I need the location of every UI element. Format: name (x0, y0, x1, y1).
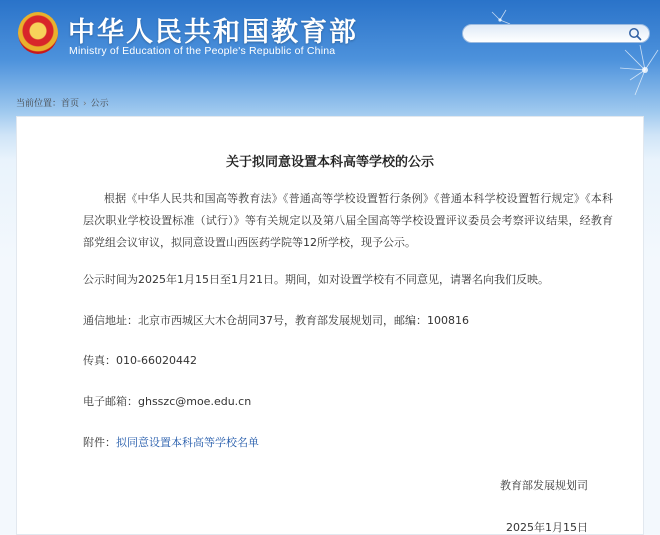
article-paragraph-basis: 根据《中华人民共和国高等教育法》《普通高等学校设置暂行条例》《普通本科学校设置暂行规定》《本科层次职业学校设置标准（试行）》等有关规定以及第八届全国高等学校设置评议委员会考察评议结果，经教育部党组会议审议，拟同意设置山西医药学院等12所学校，现予公示。 (83, 192, 613, 249)
breadcrumb (16, 96, 109, 109)
article-signature: 教育部发展规划司 (500, 479, 588, 492)
breadcrumb-prefix: 当前位置： (16, 99, 62, 109)
article-paragraph-period: 公示时间为2025年1月15日至1月21日。期间，如对设置学校有不同意见，请署名向我们反映。 (83, 273, 549, 286)
site-title[interactable]: 中华人民共和国教育部 (68, 17, 358, 48)
national-emblem-icon[interactable] (18, 12, 58, 54)
attachment-label: 附件： (83, 436, 116, 449)
breadcrumb-current-link[interactable]: 公示 (90, 99, 109, 109)
article-paragraph-address: 通信地址：北京市西城区大木仓胡同37号，教育部发展规划司，邮编：100816 (83, 314, 469, 327)
article-date: 2025年1月15日 (506, 521, 588, 534)
dandelion-decoration-icon (440, 0, 660, 110)
site-subtitle: Ministry of Education of the People's Republic of China (69, 45, 336, 57)
attachment-link[interactable]: 拟同意设置本科高等学校名单 (116, 436, 259, 449)
article-paragraph-fax: 传真：010-66020442 (83, 354, 197, 367)
article-attachment (83, 432, 613, 454)
article-paragraph-email: 电子邮箱：ghsszc@moe.edu.cn (83, 395, 252, 408)
site-header (0, 0, 660, 90)
search-box[interactable] (462, 24, 650, 43)
article-title: 关于拟同意设置本科高等学校的公示 (225, 155, 434, 170)
breadcrumb-separator: › (83, 99, 87, 109)
search-icon[interactable] (627, 26, 643, 42)
breadcrumb-home-link[interactable]: 首页 (61, 99, 80, 109)
search-input[interactable] (471, 26, 625, 43)
article-panel (16, 116, 644, 535)
